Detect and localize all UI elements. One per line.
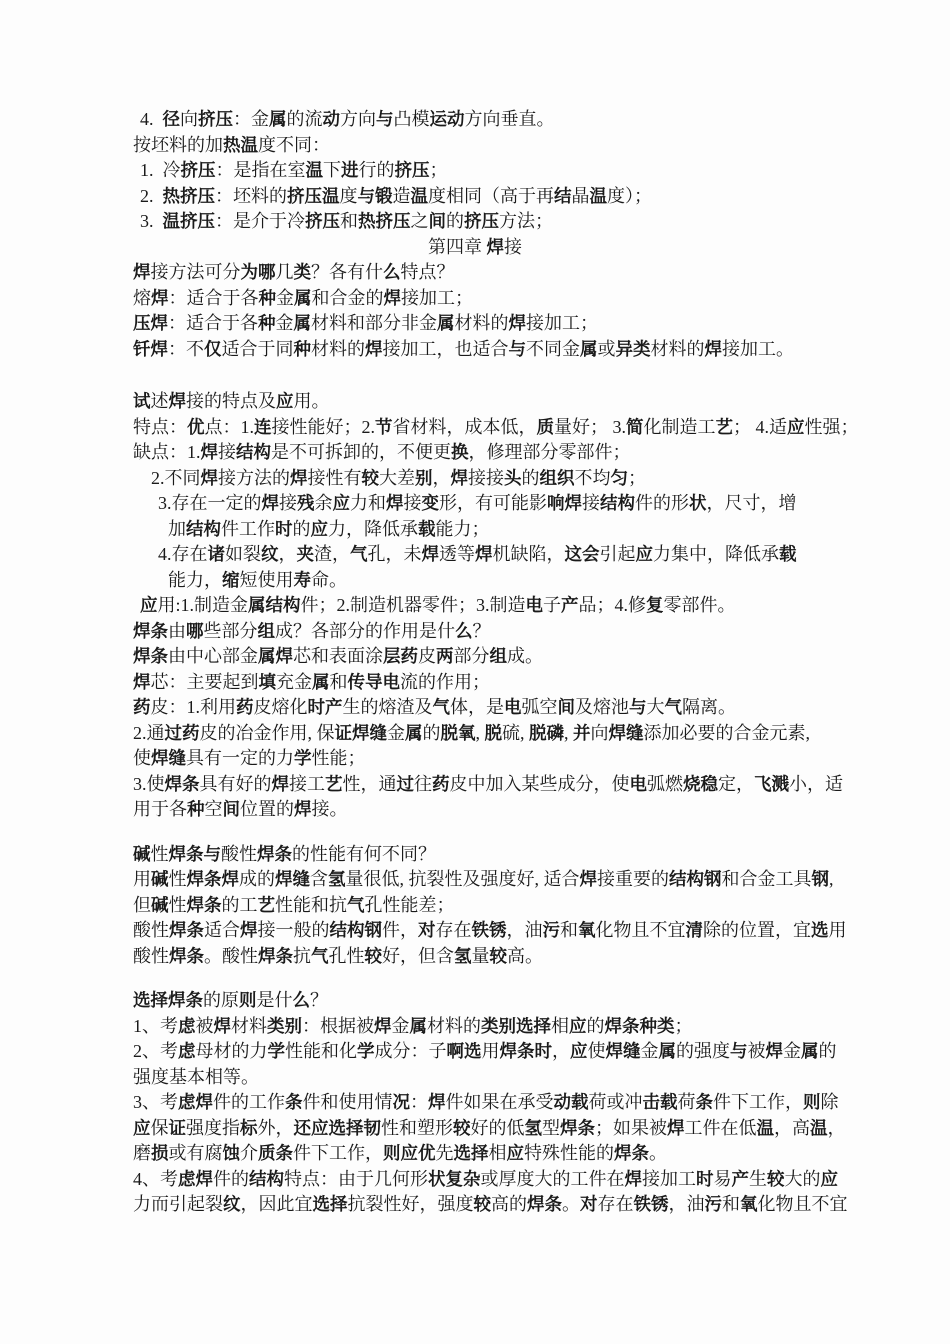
text-line: 钎焊：不仅适合于同种材料的焊接加工，也适合与不同金属或异类材料的焊接加工。: [133, 338, 794, 359]
document-body: [133, 107, 859, 1218]
text-line: 焊条由中心部金属焊芯和表面涂层药皮两部分组成。: [133, 646, 543, 666]
text-line: 2.不同焊接方法的焊接性有较大差别，焊接接头的组织不均匀；: [151, 467, 646, 488]
text-line: 熔焊：适合于各种金属和合金的焊接加工；: [133, 287, 473, 308]
text-line: 酸性焊条适合焊接一般的结构钢件，对存在铁锈，油污和氧化物且不宜清除的位置，宜选用: [133, 920, 847, 940]
text-line: 选择焊条的原则是什么？: [133, 990, 328, 1010]
text-line: 焊芯：主要起到填充金属和传导电流的作用；: [133, 671, 490, 692]
text-line: 特点：优点：1.连接性能好；2.节省材料，成本低，质量好； 3.简化制造工艺； 4.适应性强；: [133, 416, 859, 437]
text-line: 酸性焊条。酸性焊条抗气孔性较好，但含氢量较高。: [133, 945, 543, 966]
text-line: 强度基本相等。: [133, 1066, 259, 1087]
text-line: 3. 温挤压：是介于冷挤压和热挤压之间的挤压方法；: [140, 211, 553, 231]
text-line: 磨损或有腐蚀介质条件下工作，则应优先选择相应特殊性能的焊条。: [133, 1143, 667, 1163]
text-line: 试述焊接的特点及应用。: [133, 391, 330, 411]
text-line: 压焊：适合于各种金属材料和部分非金属材料的焊接加工；: [133, 313, 598, 333]
text-line: 用于各种空间位置的焊接。: [133, 799, 348, 819]
text-line: 药皮：1.利用药皮熔化时产生的熔渣及气体，是电弧空间及熔池与大气隔离。: [133, 697, 736, 717]
text-line: 1、考虑被焊材料类别：根据被焊金属材料的类别选择相应的焊条种类；: [133, 1015, 693, 1036]
chapter-heading: 第四章 焊接: [428, 236, 522, 257]
text-line: 使焊缝具有一定的力学性能；: [133, 748, 366, 768]
text-line: 3.使焊条具有好的焊接工艺性，通过往药皮中加入某些成分，使电弧燃烧稳定，飞溅小，适: [133, 773, 843, 794]
text-line: 3.存在一定的焊接残余应力和焊接变形，有可能影响焊接结构件的形状，尺寸，增: [158, 493, 797, 513]
text-line: 但碱性焊条的工艺性能和抗气孔性能差；: [133, 894, 455, 915]
text-line: 4. 径向挤压：金属的流动方向与凸模运动方向垂直。: [140, 109, 555, 129]
text-line: 应用:1.制造金属结构件；2.制造机器零件；3.制造电子产品；4.修复零部件。: [140, 595, 736, 615]
text-line: 用碱性焊条焊成的焊缝含氢量很低, 抗裂性及强度好, 适合焊接重要的结构钢和合金工具钢,: [133, 869, 834, 889]
text-line: 缺点：1.焊接结构是不可拆卸的，不便更换，修理部分零部件；: [133, 442, 631, 462]
text-line: 力而引起裂纹，因此宜选择抗裂性好，强度较高的焊条。对存在铁锈，油污和氧化物且不宜: [133, 1194, 848, 1214]
text-line: 1. 冷挤压：是指在室温下进行的挤压；: [140, 160, 448, 180]
text-line: 2. 热挤压：坯料的挤压温度与锻造温度相同（高于再结晶温度）；: [140, 185, 652, 206]
text-line: 2、考虑母材的力学性能和化学成分：子啊选用焊条时，应使焊缝金属的强度与被焊金属的: [133, 1041, 837, 1061]
text-line: 4.存在诸如裂纹，夹渣，气孔，未焊透等焊机缺陷，这会引起应力集中，降低承载: [158, 544, 797, 564]
text-line: 应保证强度指标外，还应选择韧性和塑形较好的低氢型焊条；如果被焊工件在低温，高温，: [133, 1117, 846, 1138]
text-line: 焊接方法可分为哪几类？各有什么特点？: [133, 262, 455, 282]
text-line: 碱性焊条与酸性焊条的性能有何不同？: [133, 843, 436, 864]
text-line: 按坯料的加热温度不同：: [133, 134, 330, 155]
text-line: 加结构件工作时的应力，降低承载能力；: [168, 518, 490, 539]
text-line: 焊条由哪些部分组成？各部分的作用是什么？: [133, 620, 491, 641]
text-line: 3、考虑焊件的工作条件和使用情况：焊件如果在承受动载荷或冲击载荷条件下工作，则除: [133, 1092, 839, 1112]
text-line: 能力，缩短使用寿命。: [168, 569, 347, 590]
text-line: 4、考虑焊件的结构特点：由于几何形状复杂或厚度大的工件在焊接加工时易产生较大的应: [133, 1168, 838, 1189]
text-line: 2.通过药皮的冶金作用, 保证焊缝金属的脱氧, 脱硫, 脱磷, 并向焊缝添加必要的合金元素,: [133, 722, 810, 743]
